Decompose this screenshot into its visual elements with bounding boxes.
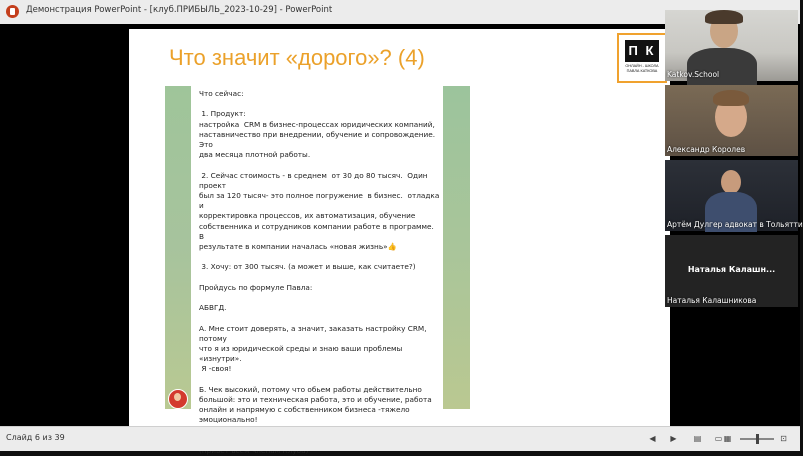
- message-line: Пройдусь по формуле Павла:: [199, 282, 313, 292]
- message-line: корректировка процессов, их автоматизация, обучение: [199, 211, 416, 221]
- participant-name: Александр Королев: [667, 145, 746, 154]
- participant-tile[interactable]: [665, 85, 798, 156]
- slide-sorter-icon[interactable]: ▦: [723, 434, 732, 443]
- sender-avatar: [168, 389, 188, 409]
- slide-counter: Слайд 6 из 39: [6, 433, 65, 442]
- participant-tile[interactable]: [665, 10, 798, 81]
- participant-video-hair: [705, 10, 743, 24]
- powerpoint-icon: [6, 5, 19, 18]
- message-line: наставничество при внедрении, обучение и сопровождение. Это: [199, 129, 438, 149]
- message-line: два месяца плотной работы.: [199, 150, 311, 160]
- fit-to-window-icon[interactable]: ⊡: [780, 434, 787, 443]
- message-line: Б. Чек высокий, потому что обьем работы действительно: [199, 384, 422, 394]
- zoom-slider-thumb[interactable]: [756, 434, 759, 444]
- message-line: [199, 375, 441, 385]
- message-line: Что сейчас:: [199, 89, 244, 98]
- message-line: [199, 273, 441, 283]
- status-bar: [0, 426, 800, 451]
- message-line: эмоционально!: [199, 415, 258, 425]
- chat-message-text: [199, 89, 441, 456]
- message-line: [199, 313, 441, 323]
- message-line: [199, 293, 441, 303]
- message-line: 1. Продукт:: [199, 109, 246, 119]
- message-line: [199, 252, 441, 262]
- participant-video-body: [687, 48, 757, 88]
- participant-name: Katkov.School: [667, 70, 720, 79]
- chat-background-left: [165, 86, 191, 409]
- participant-tile[interactable]: [665, 160, 803, 231]
- participant-video-face: [721, 170, 741, 194]
- next-icon[interactable]: ▶: [670, 434, 677, 443]
- message-line: был за 120 тысяч- это полное погружение в бизнес. отладка и: [199, 191, 442, 211]
- slide-title: Что значит «дорого»? (4): [169, 45, 425, 70]
- logo-letters: П К: [628, 43, 656, 58]
- school-logo: [617, 33, 667, 83]
- window-title: Демонстрация PowerPoint - [клуб.ПРИБЫЛЬ_2023-10-29] - PowerPoint: [26, 5, 333, 15]
- message-line: настройка CRM в бизнес-процессах юридических компаний,: [199, 119, 435, 129]
- participant-video-hair: [713, 90, 749, 106]
- participant-placeholder: Наталья Калашн...: [687, 265, 776, 274]
- chat-background-right: [443, 86, 470, 409]
- message-line: большой: это и техническая работа, это и обучение, работа: [199, 394, 432, 404]
- message-line: 2. Сейчас стоимость - в среднем от 30 до 80 тысяч. Один проект: [199, 170, 430, 190]
- message-line: собственника и сотрудников компании работе в программе. В: [199, 221, 437, 241]
- logo-subtitle: ОНЛАЙН - ШКОЛА ПАВЛА КАТКОВА: [625, 64, 659, 73]
- message-line: А. Мне стоит доверять, а значит, заказать настройку CRM, потому: [199, 323, 429, 343]
- slide[interactable]: [129, 29, 670, 427]
- message-line: 3. Хочу: от 300 тысяч. (а может и выше, как считаете?): [199, 262, 416, 272]
- menu-icon[interactable]: ▤: [693, 434, 702, 443]
- participant-name: Артём Дулгер адвокат в Тольятти: [667, 220, 803, 229]
- message-line: результате в компании началась «новая жизнь»👍: [199, 242, 397, 252]
- message-line: [199, 99, 441, 109]
- message-line: АБВГД.: [199, 303, 227, 313]
- logo-mark: [625, 40, 659, 62]
- normal-view-icon[interactable]: ▭: [714, 434, 723, 443]
- previous-icon[interactable]: ◀: [649, 434, 656, 443]
- message-line: [199, 160, 441, 170]
- message-line: онлайн и напрямую с собственником бизнеса -тяжело: [199, 405, 410, 415]
- participant-tile[interactable]: [665, 235, 798, 307]
- chat-message-screenshot: [191, 86, 443, 425]
- message-line: что я из юридической среды и знаю ваши проблемы «изнутри».: [199, 343, 405, 364]
- participant-name: Наталья Калашникова: [667, 296, 757, 305]
- message-line: Я -своя!: [199, 364, 232, 374]
